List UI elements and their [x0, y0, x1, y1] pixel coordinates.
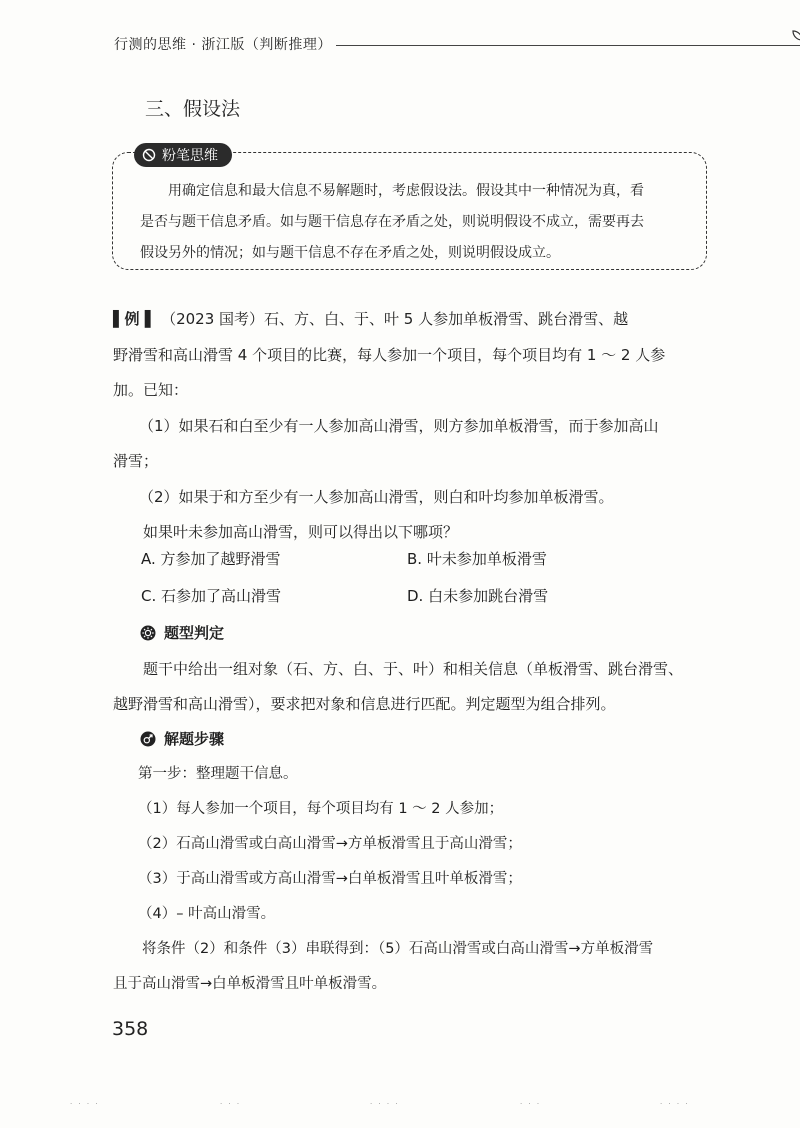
- judgement-line: 题干中给出一组对象（石、方、白、于、叶）和相关信息（单板滑雪、跳台滑雪、: [143, 660, 684, 678]
- scan-mark: · · · ·: [370, 1100, 400, 1108]
- step-line: （3）于高山滑雪或方高山滑雪→白单板滑雪且叶单板滑雪；: [138, 871, 522, 887]
- example-question: [113, 302, 713, 551]
- compass-icon: [140, 731, 156, 747]
- option-c: C. 石参加了高山滑雪: [141, 587, 282, 605]
- prohibit-icon: [142, 148, 156, 162]
- tip-line: 假设另外的情况；如与题干信息不存在矛盾之处，则说明假设成立。: [140, 245, 560, 261]
- scan-mark: · · ·: [220, 1100, 242, 1108]
- step-line: 第一步：整理题干信息。: [138, 766, 298, 782]
- step-line: （4）– 叶高山滑雪。: [138, 906, 276, 922]
- condition-line: （1）如果石和白至少有一人参加高山滑雪，则方参加单板滑雪，而于参加高山: [139, 416, 659, 435]
- type-judgement-heading: [140, 622, 224, 643]
- solution-title: 解题步骤: [164, 730, 225, 748]
- step-line: （2）石高山滑雪或白高山滑雪→方单板滑雪且于高山滑雪；: [138, 836, 522, 852]
- page-number: 358: [112, 1018, 149, 1040]
- running-header: [114, 28, 714, 58]
- option-d: D. 白未参加跳台滑雪: [407, 587, 549, 605]
- tip-tag-label: 粉笔思维: [162, 148, 218, 164]
- example-line: （2023 国考）石、方、白、于、叶 5 人参加单板滑雪、跳台滑雪、越: [161, 310, 629, 328]
- scan-mark: · · ·: [520, 1100, 542, 1108]
- example-line: 野滑雪和高山滑雪 4 个项目的比赛，每人参加一个项目，每个项目均有 1 ～ 2 人参: [113, 345, 666, 364]
- solution-steps: [138, 757, 713, 932]
- scan-mark: · · · ·: [70, 1100, 100, 1108]
- tip-line: 是否与题干信息矛盾。如与题干信息存在矛盾之处，则说明假设不成立，需要再去: [140, 214, 644, 230]
- summary-line: 将条件（2）和条件（3）串联得到：（5）石高山滑雪或白高山滑雪→方单板滑雪: [142, 941, 654, 957]
- type-judgement-text: [113, 652, 711, 722]
- sun-icon: [140, 625, 156, 641]
- option-a: A. 方参加了越野滑雪: [141, 550, 281, 568]
- header-rule: [336, 45, 800, 46]
- example-line: 加。已知：: [113, 381, 189, 399]
- type-judgement-title: 题型判定: [164, 624, 225, 642]
- step-line: （1）每人参加一个项目，每个项目均有 1 ～ 2 人参加；: [138, 801, 504, 817]
- question-prompt: 如果叶未参加高山滑雪，则可以得出以下哪项？: [143, 523, 459, 541]
- solution-heading: [140, 728, 224, 749]
- tip-line: 用确定信息和最大信息不易解题时，考虑假设法。假设其中一种情况为真，看: [168, 183, 644, 199]
- sprout-icon: [790, 28, 800, 56]
- section-title: 三、假设法: [145, 98, 241, 120]
- book-title: 行测的思维 · 浙江版（判断推理）: [114, 37, 332, 53]
- condition-line: （2）如果于和方至少有一人参加高山滑雪，则白和叶均参加单板滑雪。: [139, 487, 614, 506]
- condition-line: 滑雪；: [113, 452, 159, 470]
- scan-mark: · · · ·: [660, 1100, 690, 1108]
- option-b: B. 叶未参加单板滑雪: [407, 550, 547, 568]
- example-label: ▌例 ▌: [113, 310, 157, 328]
- tip-text: [140, 176, 688, 269]
- solution-summary: [113, 932, 711, 1002]
- summary-line: 且于高山滑雪→白单板滑雪且叶单板滑雪。: [113, 976, 387, 992]
- tip-tag: [134, 143, 232, 167]
- judgement-line: 越野滑雪和高山滑雪），要求把对象和信息进行匹配。判定题型为组合排列。: [113, 695, 616, 713]
